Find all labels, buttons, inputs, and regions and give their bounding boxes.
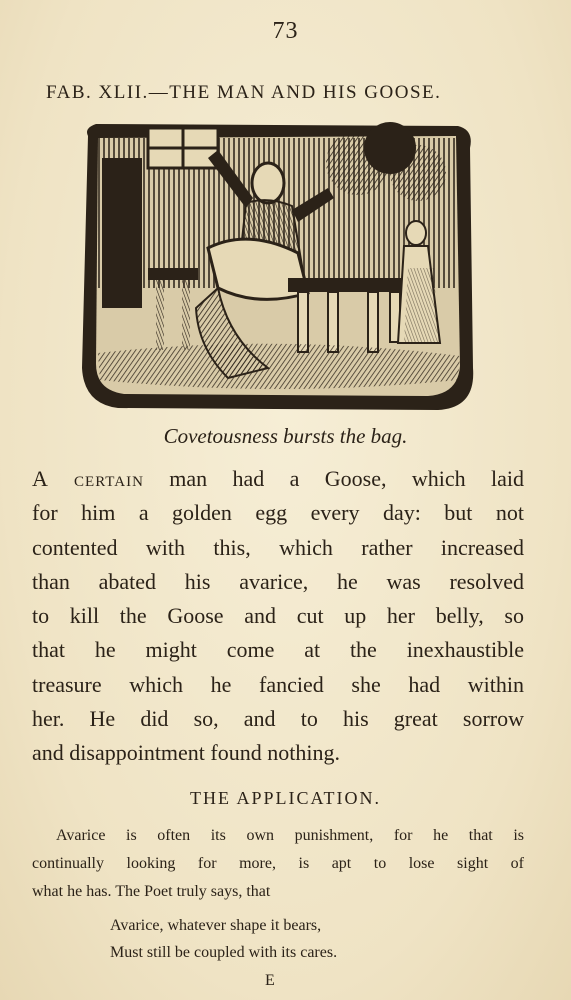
application-heading: THE APPLICATION. <box>189 788 381 808</box>
fable-line: to kill the Goose and cut up her belly, so <box>32 603 524 629</box>
verse-line: Avarice, whatever shape it bears, <box>110 917 322 934</box>
fable-line: than abated his avarice, he was resolved <box>32 568 524 594</box>
fable-line: for him a golden egg every day: but not <box>32 500 524 526</box>
fable-line: treasure which he fancied she had within <box>32 671 524 697</box>
illustration-caption: Covetousness bursts the bag. <box>163 424 408 448</box>
application-line: Avarice is often its own punishment, for he that is <box>56 827 524 844</box>
signature-mark: E <box>265 972 275 989</box>
fable-line: her. He did so, and to his great sorrow <box>32 706 524 732</box>
application-body <box>32 822 524 906</box>
fable-line: A certain man had a Goose, which laid <box>32 466 524 491</box>
fable-line: that he might come at the inexhaustible <box>32 637 524 663</box>
woodcut-illustration <box>78 118 478 418</box>
page-number: 73 <box>272 18 299 44</box>
fable-body <box>32 462 524 771</box>
verse-line: Must still be coupled with its cares. <box>110 944 338 961</box>
fable-line: and disappointment found nothing. <box>32 740 340 766</box>
application-line: what he has. The Poet truly says, that <box>32 883 271 900</box>
fable-title: FAB. XLII.—THE MAN AND HIS GOOSE. <box>46 82 442 103</box>
fable-lead-word: A certain <box>32 466 144 491</box>
fable-line: contented with this, which rather increased <box>32 534 524 560</box>
verse-couplet <box>110 912 470 966</box>
application-line: continually looking for more, is apt to lose sight of <box>32 855 524 872</box>
